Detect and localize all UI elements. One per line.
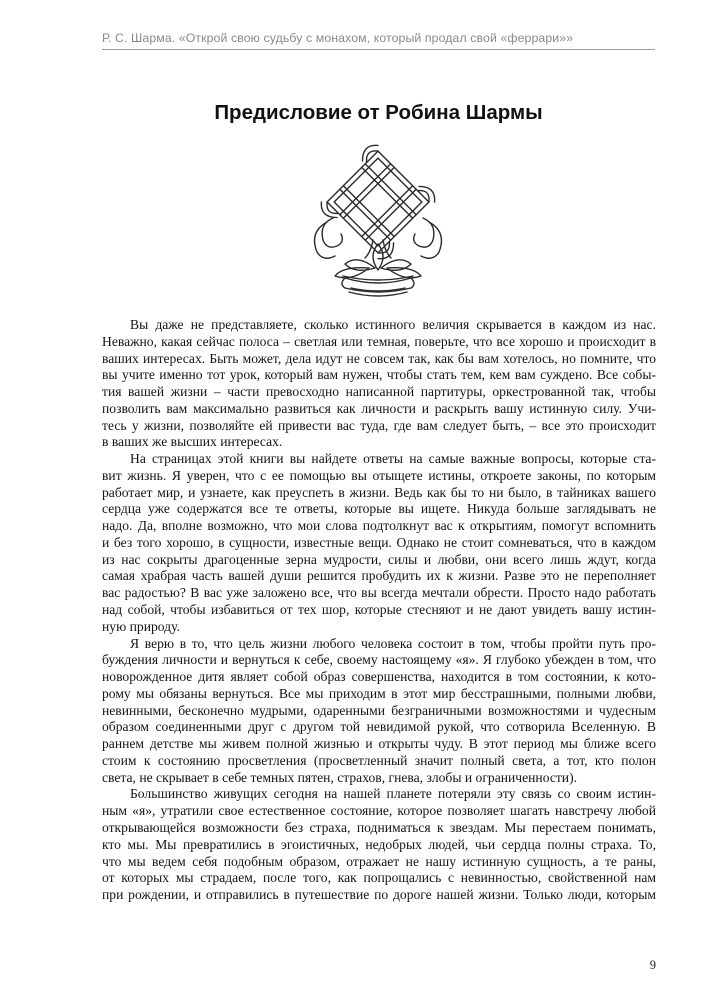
text-line: стоим к состоянию просветления (просветленный значит полный света, а тот, кто полон <box>102 752 656 768</box>
text-line: надо. Да, вполне возможно, что мои слова подтолкнут вас к открытиям, помогут вспомнить <box>102 518 656 534</box>
text-line: позволить вам максимально развиться как личности и раскрыть вашу истинную силу. Учи- <box>102 400 656 416</box>
text-line: от которых мы страдаем, после того, как попрощались с невинностью, свойственной нам <box>102 870 656 886</box>
text-line: при рождении, и отправились в путешествие по дороге нашей жизни. Только люди, которым <box>102 887 656 903</box>
text-line: На страницах этой книги вы найдете ответы на самые важные вопросы, которые ста- <box>130 451 656 467</box>
text-line: света, не скрывает в себе темных пятен, страхов, гнева, злобы и ограниченности). <box>102 769 578 785</box>
endless-knot-icon <box>303 140 453 300</box>
text-line: Большинство живущих сегодня на нашей планете потеряли эту связь со своим истин- <box>130 786 656 802</box>
paragraph <box>102 636 656 787</box>
text-line: открывающейся возможности без страха, подниматься к звездам. Мы перестаем понимать, <box>102 819 656 835</box>
text-line: невинными, бесконечно мудрыми, одаренными безграничными возможностями и чудесным <box>102 702 656 718</box>
running-head: Р. С. Шарма. «Открой свою судьбу с монахом, который продал свой «феррари»» <box>102 31 574 45</box>
text-line: над собой, чтобы избавиться от тех шор, которые стесняют и не дают увидеть вашу истин- <box>102 602 656 618</box>
body-text <box>102 317 656 904</box>
text-line: Вы даже не представляете, сколько истинного величия скрывается в каждом из нас. <box>130 317 656 332</box>
text-line: образом соединенными друг с другом той невидимой рукой, что сотворила Вселенную. В <box>102 719 656 735</box>
text-line: Неважно, какая сейчас полоса – светлая или темная, поверьте, что все хорошо и происходит в <box>102 333 656 349</box>
text-line: работает мир, и узнаете, как преуспеть в жизни. Ведь как бы то ни было, в тайниках вашего <box>102 484 656 500</box>
paragraph <box>102 317 656 451</box>
text-line: в ваших же высших интересах. <box>102 434 283 450</box>
header-rule <box>102 49 655 50</box>
text-line: вит жизнь. Я уверен, что с ее помощью вы отыщете истины, откроете законы, по которым <box>102 467 656 483</box>
text-line: самая храбрая часть вашей души решится пробудить их к жизни. Разве это не переполняет <box>102 568 656 584</box>
text-line: тия вашей жизни – части превосходно написанной партитуры, оркестрованной так, чтобы <box>102 384 656 400</box>
text-line: Я верю в то, что цель жизни любого человека состоит в том, чтобы пройти путь про- <box>130 635 656 651</box>
text-line: ваших интересах. Быть может, дела идут не совсем так, как бы вам хотелось, но помните, что <box>102 350 656 366</box>
text-line: буждения личности и вернуться к себе, своему настоящему «я». Я глубоко убежден в том, что <box>102 652 656 668</box>
text-line: сердца уже содержатся все те ответы, которые вы ищете. Никуда больше заглядывать не <box>102 501 656 517</box>
text-line: вас радостью? В вас уже заложено все, что вы всегда мечтали обрести. Просто надо работать <box>102 585 656 601</box>
text-line: тесь у жизни, позволяйте ей привести вас туда, где вам следует быть, – все это происходит <box>102 417 656 433</box>
text-line: что мы ведем себя подобным образом, отражает не нашу истинную сущность, а те раны, <box>102 853 656 869</box>
text-line: рому мы обязаны вернуться. Все мы приходим в этот мир бесстрашными, полными любви, <box>102 685 656 701</box>
text-line: новорожденное дитя являет собой образ совершенства, находится в том состоянии, к кото- <box>102 669 656 685</box>
text-line: вы учите именно тот урок, который вам нужен, чтобы стать тем, кем вам суждено. Все собы- <box>102 367 656 383</box>
text-line: ным «я», утратили свое естественное состояние, которое позволяет шагать навстречу любой <box>102 803 656 819</box>
text-line: кто мы. Мы превратились в эгоистичных, недобрых людей, чьи сердца полны страха. То, <box>102 836 656 852</box>
text-line: из нас сокрыты драгоценные зерна мудрости, силы и любви, они всего лишь ждут, когда <box>102 551 656 567</box>
paragraph <box>102 786 656 903</box>
text-line: раннем детстве мы живем полной жизнью и открыты чуду. В этот период мы ближе всего <box>102 736 656 752</box>
text-line: и без того хорошо, в сущности, известные вещи. Однако не стоит сомневаться, что в каждом <box>102 534 656 550</box>
text-line: ную природу. <box>102 618 180 634</box>
page-number: 9 <box>649 958 656 972</box>
paragraph <box>102 451 656 635</box>
chapter-title: Предисловие от Робина Шармы <box>214 101 543 124</box>
